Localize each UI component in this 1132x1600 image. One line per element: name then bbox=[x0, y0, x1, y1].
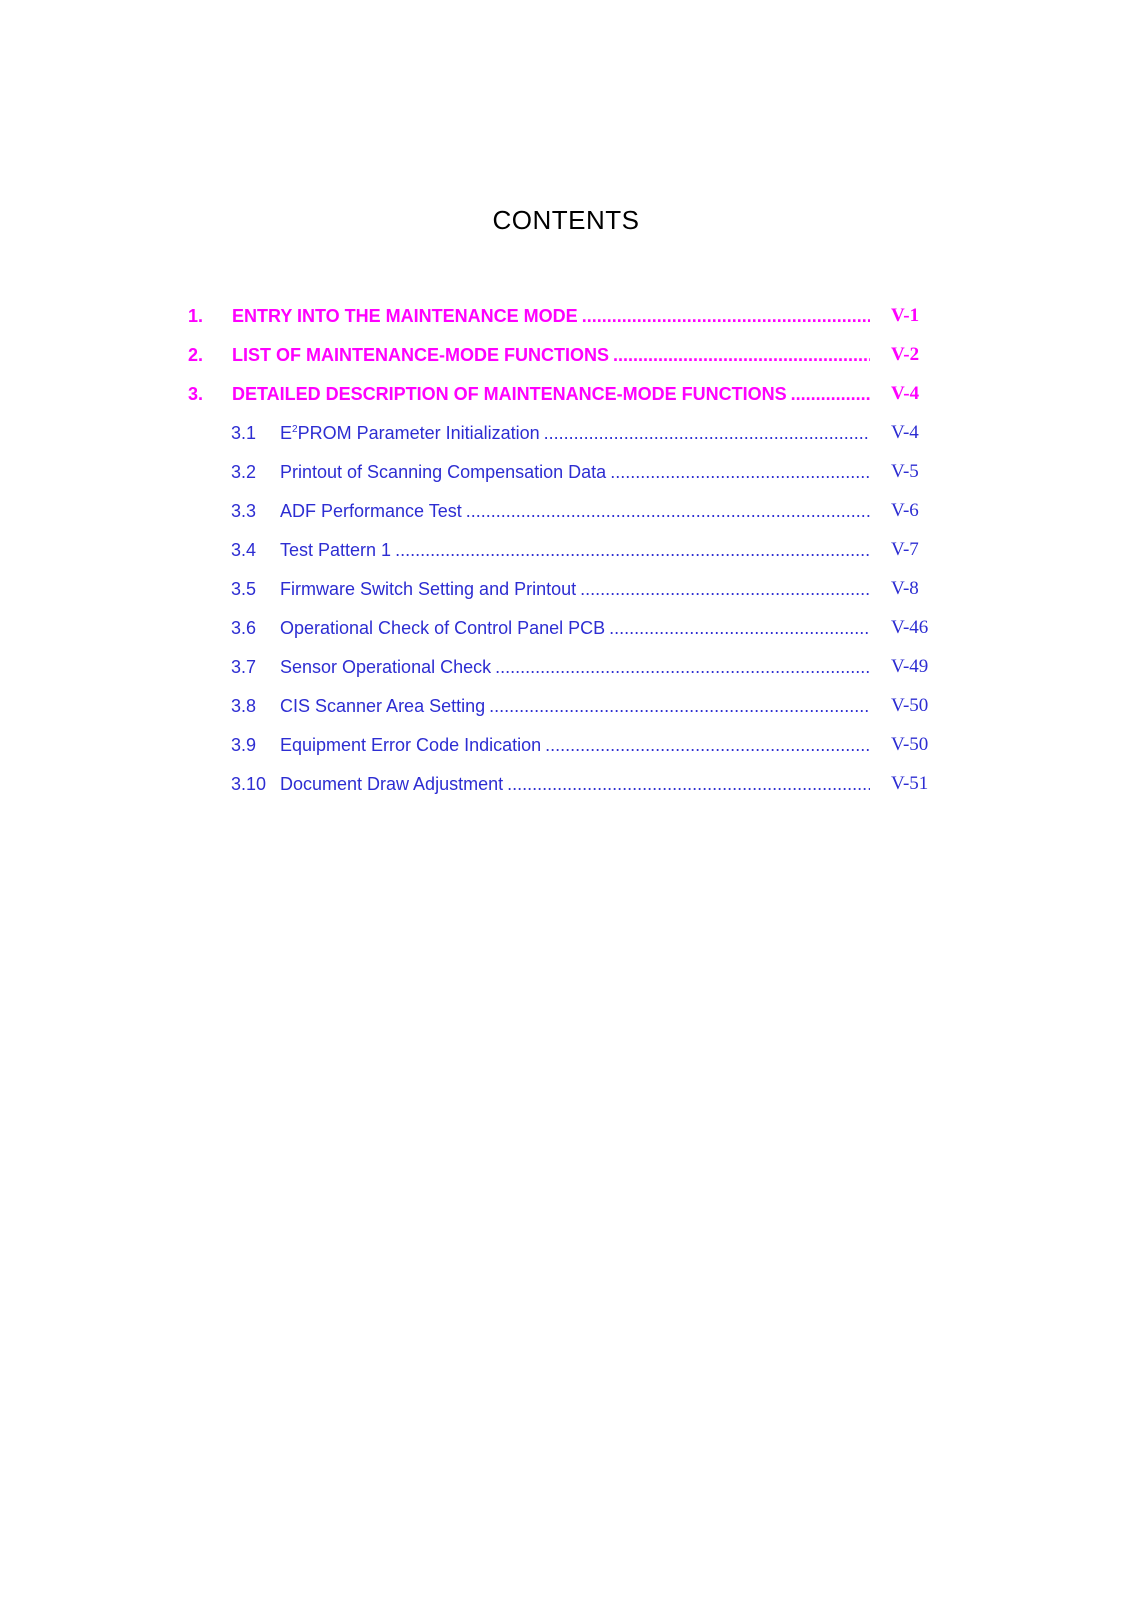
dot-leader bbox=[582, 300, 870, 332]
toc-entry-3-10[interactable] bbox=[0, 768, 1132, 800]
toc-entry-page: V-5 bbox=[891, 461, 919, 482]
dot-leader bbox=[495, 651, 870, 683]
toc-entry-title: DETAILED DESCRIPTION OF MAINTENANCE-MODE FUNCTIONS bbox=[232, 384, 787, 404]
superscript: 2 bbox=[292, 424, 298, 435]
toc-entry-title: Sensor Operational Check bbox=[280, 657, 492, 677]
toc-entry-number: 3.5 bbox=[231, 579, 257, 599]
toc-entry-page: V-7 bbox=[891, 539, 919, 560]
toc-entry-number: 3.10 bbox=[231, 774, 267, 794]
dot-leader bbox=[466, 495, 870, 527]
toc-entry-title: Printout of Scanning Compensation Data bbox=[280, 462, 607, 482]
dot-leader bbox=[395, 534, 870, 566]
toc-entry-number: 1. bbox=[188, 306, 204, 326]
toc-entry-number: 3.3 bbox=[231, 501, 257, 521]
toc-entry-number: 3.1 bbox=[231, 423, 257, 443]
toc-entry-number: 3.6 bbox=[231, 618, 257, 638]
dot-leader bbox=[544, 417, 870, 449]
dot-leader bbox=[580, 573, 870, 605]
toc-entry-1[interactable] bbox=[0, 300, 1132, 332]
toc-entry-title: ENTRY INTO THE MAINTENANCE MODE bbox=[232, 306, 578, 326]
toc-entry-number: 3.8 bbox=[231, 696, 257, 716]
dot-leader bbox=[545, 729, 870, 761]
toc-entry-page: V-50 bbox=[891, 734, 929, 755]
toc-entry-number: 2. bbox=[188, 345, 204, 365]
toc-entry-title-prefix: E bbox=[280, 423, 293, 443]
dot-leader bbox=[791, 378, 870, 410]
toc-entry-page: V-4 bbox=[891, 383, 920, 404]
toc-entry-3-6[interactable] bbox=[0, 612, 1132, 644]
page-title: CONTENTS bbox=[492, 205, 640, 235]
toc-entry-3-2[interactable] bbox=[0, 456, 1132, 488]
toc-entry-title: LIST OF MAINTENANCE-MODE FUNCTIONS bbox=[232, 345, 609, 365]
toc-entry-3-8[interactable] bbox=[0, 690, 1132, 722]
toc-entry-3-3[interactable] bbox=[0, 495, 1132, 527]
toc-entry-3-7[interactable] bbox=[0, 651, 1132, 683]
toc-entry-title: ADF Performance Test bbox=[280, 501, 462, 521]
toc-entry-3[interactable] bbox=[0, 378, 1132, 410]
dot-leader bbox=[610, 456, 870, 488]
toc-entry-page: V-4 bbox=[891, 422, 919, 443]
toc-entry-number: 3.7 bbox=[231, 657, 257, 677]
toc-entry-3-9[interactable] bbox=[0, 729, 1132, 761]
dot-leader bbox=[489, 690, 870, 722]
toc-entry-title: Firmware Switch Setting and Printout bbox=[280, 579, 577, 599]
toc-entry-page: V-46 bbox=[891, 617, 929, 638]
toc-entry-3-4[interactable] bbox=[0, 534, 1132, 566]
toc-entry-number: 3.9 bbox=[231, 735, 257, 755]
dot-leader bbox=[609, 612, 870, 644]
toc-entry-title bbox=[280, 417, 544, 449]
toc-entry-3-5[interactable] bbox=[0, 573, 1132, 605]
toc-entry-number: 3.4 bbox=[231, 540, 257, 560]
toc-entry-title: Equipment Error Code Indication bbox=[280, 735, 542, 755]
toc-entry-title: Document Draw Adjustment bbox=[280, 774, 504, 794]
toc-entry-page: V-50 bbox=[891, 695, 929, 716]
toc-entry-title: Operational Check of Control Panel PCB bbox=[280, 618, 606, 638]
toc-entry-number: 3. bbox=[188, 384, 204, 404]
toc-entry-page: V-51 bbox=[891, 773, 929, 794]
dot-leader bbox=[507, 768, 870, 800]
toc-entry-page: V-49 bbox=[891, 656, 929, 677]
toc-entry-page: V-8 bbox=[891, 578, 919, 599]
toc-entry-3-1[interactable] bbox=[0, 417, 1132, 449]
dot-leader bbox=[613, 339, 870, 371]
toc-entry-page: V-1 bbox=[891, 305, 920, 326]
toc-entry-page: V-6 bbox=[891, 500, 919, 521]
toc-entry-number: 3.2 bbox=[231, 462, 257, 482]
toc-entry-title: Test Pattern 1 bbox=[280, 540, 392, 560]
toc-entry-2[interactable] bbox=[0, 339, 1132, 371]
toc-entry-page: V-2 bbox=[891, 344, 920, 365]
toc-entry-title-rest: PROM Parameter Initialization bbox=[297, 423, 540, 443]
toc-entry-title: CIS Scanner Area Setting bbox=[280, 696, 486, 716]
